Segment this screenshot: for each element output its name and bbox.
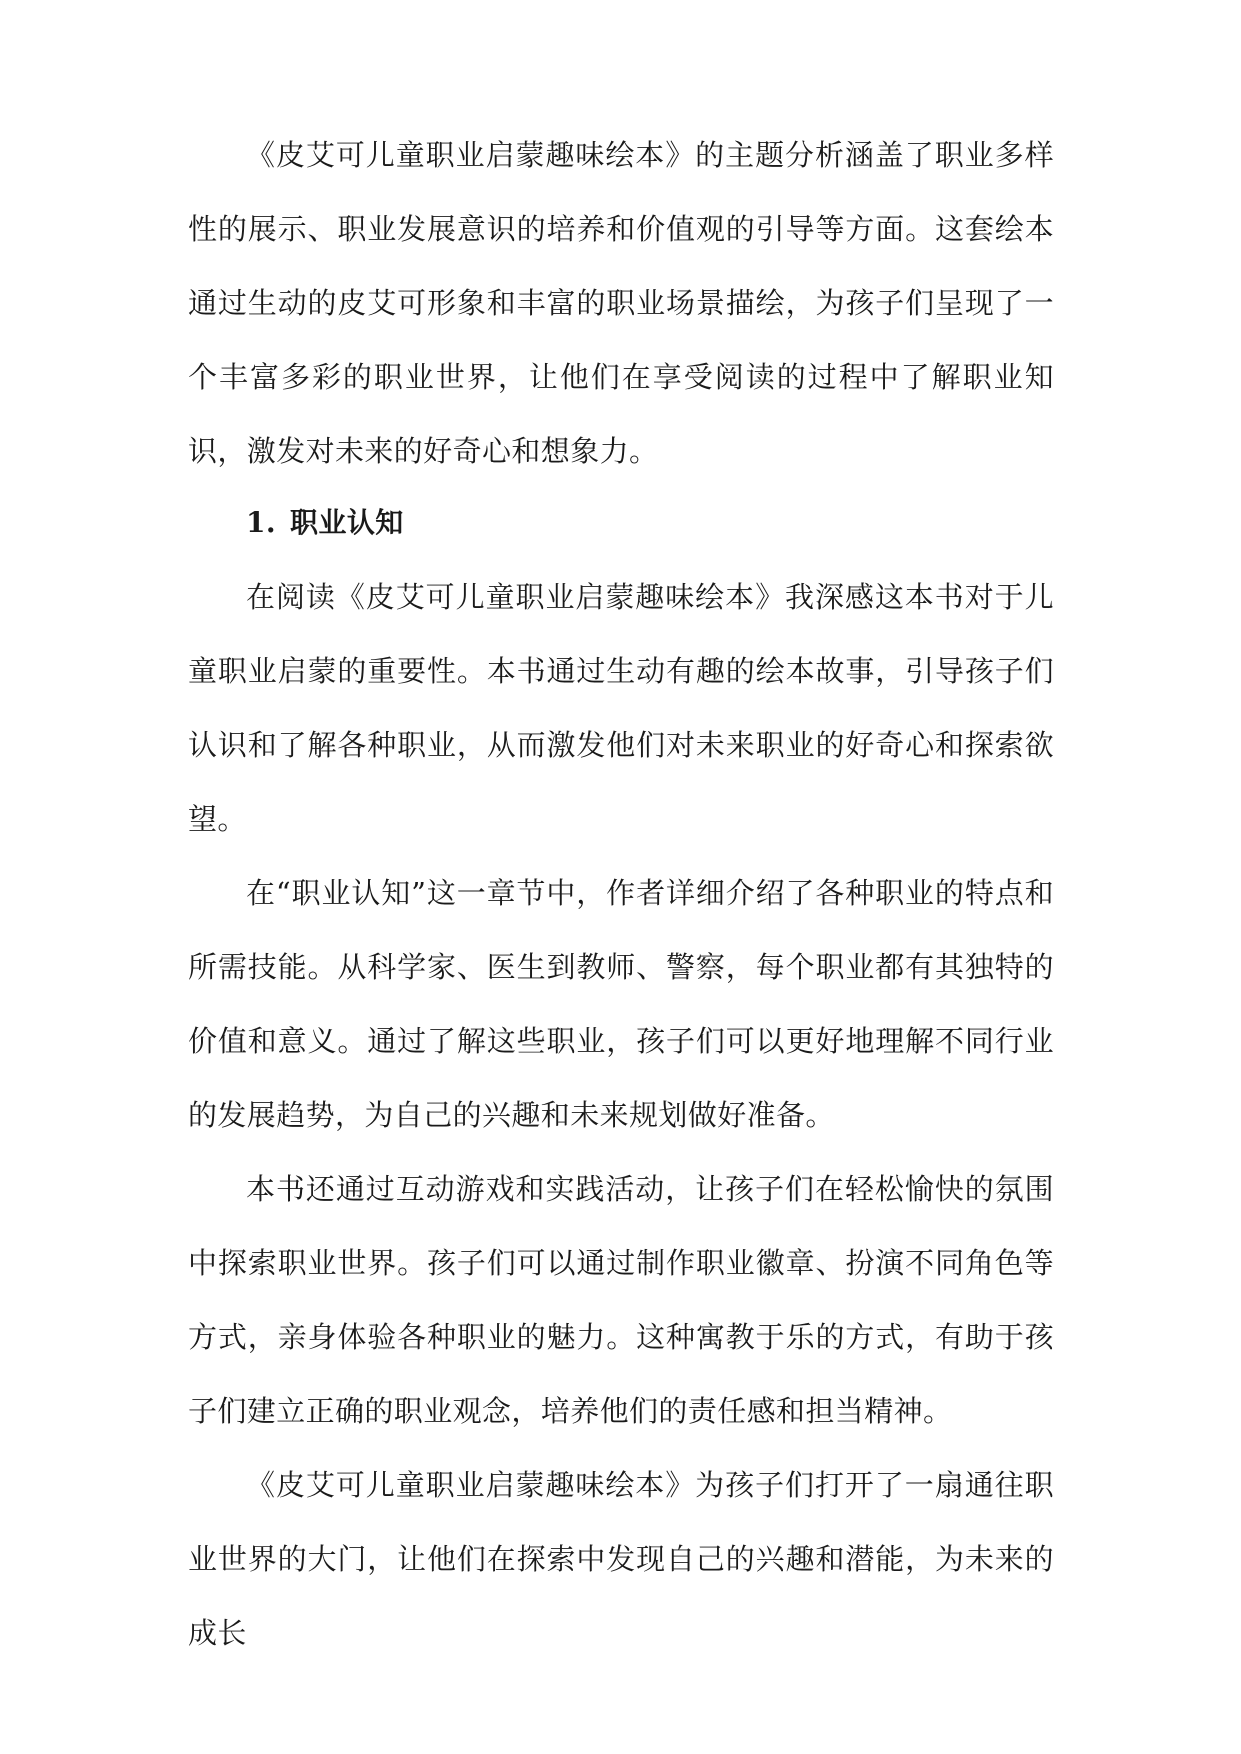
body-paragraph-1: 在阅读《皮艾可儿童职业启蒙趣味绘本》我深感这本书对于儿童职业启蒙的重要性。本书通过生动有趣的绘本故事，引导孩子们认识和了解各种职业，从而激发他们对未来职业的好奇心和探索欲望。 (188, 580, 1054, 836)
intro-block (188, 118, 1054, 488)
section-title: 职业认知 (290, 506, 404, 539)
section-heading (188, 486, 1054, 560)
section-number: 1. (246, 506, 277, 539)
body-paragraph-2: 在“职业认知”这一章节中，作者详细介绍了各种职业的特点和所需技能。从科学家、医生到教师、警察，每个职业都有其独特的价值和意义。通过了解这些职业，孩子们可以更好地理解不同行业的发展趋势，为自己的兴趣和未来规划做好准备。 (188, 876, 1054, 1132)
intro-paragraph: 《皮艾可儿童职业启蒙趣味绘本》的主题分析涵盖了职业多样性的展示、职业发展意识的培养和价值观的引导等方面。这套绘本通过生动的皮艾可形象和丰富的职业场景描绘，为孩子们呈现了一个丰富多彩的职业世界，让他们在享受阅读的过程中了解职业知识，激发对未来的好奇心和想象力。 (188, 138, 1054, 468)
body-paragraph-4: 《皮艾可儿童职业启蒙趣味绘本》为孩子们打开了一扇通往职业世界的大门，让他们在探索中发现自己的兴趣和潜能，为未来的成长 (188, 1468, 1054, 1650)
body-block (188, 560, 1054, 1670)
body-paragraph-3: 本书还通过互动游戏和实践活动，让孩子们在轻松愉快的氛围中探索职业世界。孩子们可以通过制作职业徽章、扮演不同角色等方式，亲身体验各种职业的魅力。这种寓教于乐的方式，有助于孩子们建立正确的职业观念，培养他们的责任感和担当精神。 (188, 1172, 1054, 1428)
section-heading-block (188, 486, 1054, 560)
